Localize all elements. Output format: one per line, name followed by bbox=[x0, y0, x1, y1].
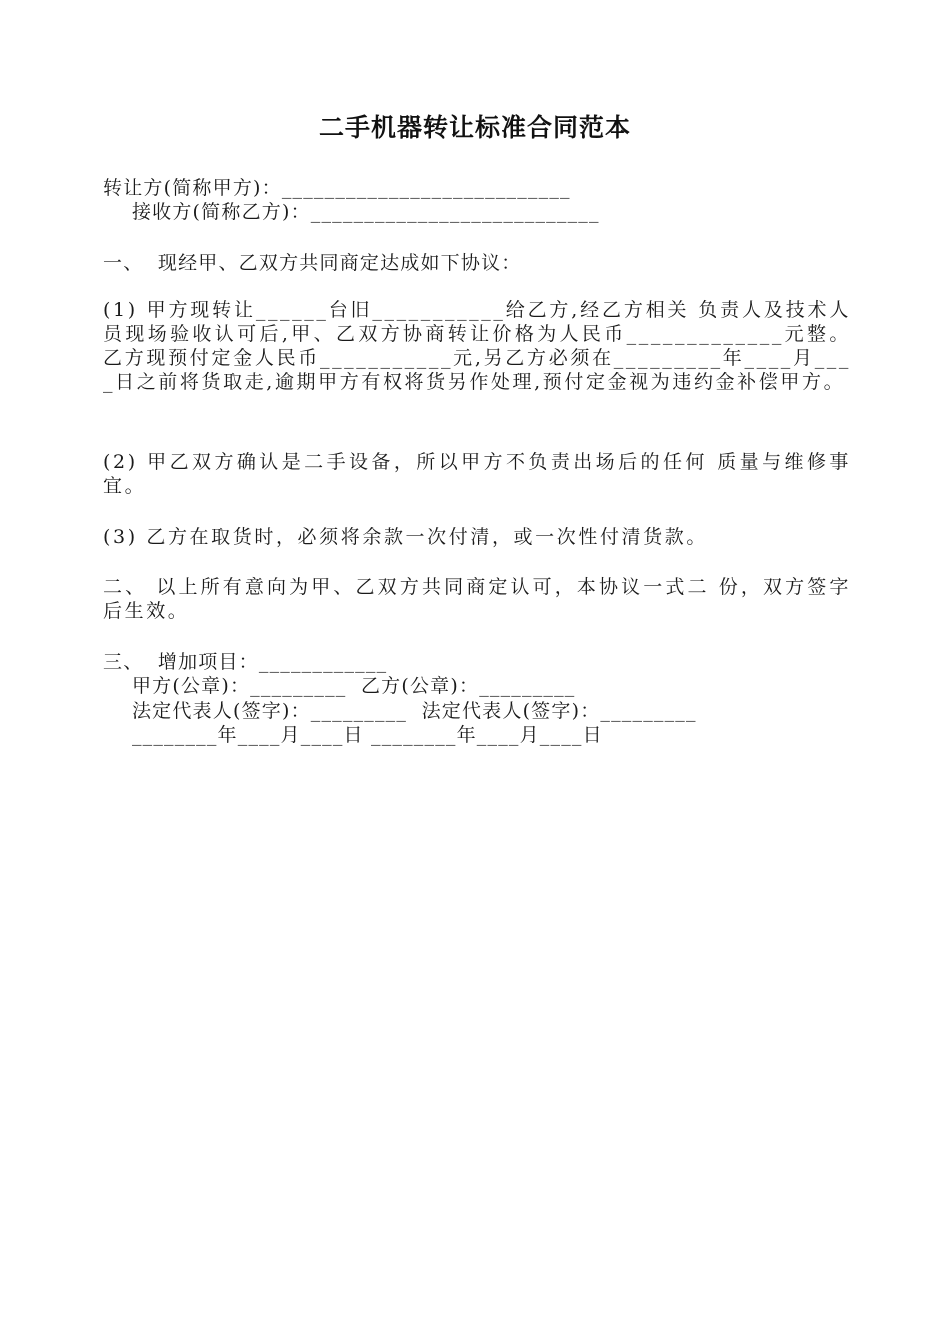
seal-line: 甲方(公章)：_________ 乙方(公章)：_________ bbox=[103, 675, 576, 697]
document-title: 二手机器转让标准合同范本 bbox=[318, 113, 631, 142]
clause-3: (3) 乙方在取货时，必须将余款一次付清，或一次性付清货款。 bbox=[103, 526, 708, 548]
clause-1: (1) 甲方现转让______台旧___________给乙方,经乙方相关 负责人及技术人员现场验收认可后,甲、乙双方协商转让价格为人民币_____________元整。乙方现预付定金人民币___________元,另乙方必须在_________年____月____日之前将货取走,逾期甲方有权将货另作处理,预付定金视为违约金补偿甲方。 bbox=[103, 299, 851, 393]
representative-line: 法定代表人(签字)：_________ 法定代表人(签字)：_________ bbox=[103, 700, 697, 722]
section3-heading: 三、 增加项目：____________ bbox=[103, 651, 388, 673]
section1-heading: 一、 现经甲、乙双方共同商定达成如下协议： bbox=[103, 252, 522, 274]
clause-2: (2) 甲乙双方确认是二手设备，所以甲方不负责出场后的任何 质量与维修事宜。 bbox=[103, 451, 851, 497]
section2-text: 二、 以上所有意向为甲、乙双方共同商定认可，本协议一式二 份，双方签字后生效。 bbox=[103, 576, 851, 622]
transferee-line: 接收方(简称乙方)：___________________________ bbox=[103, 201, 600, 223]
date-line: ________年____月____日 ________年____月____日 bbox=[103, 724, 603, 746]
transferor-line: 转让方(简称甲方)：___________________________ bbox=[103, 177, 571, 199]
